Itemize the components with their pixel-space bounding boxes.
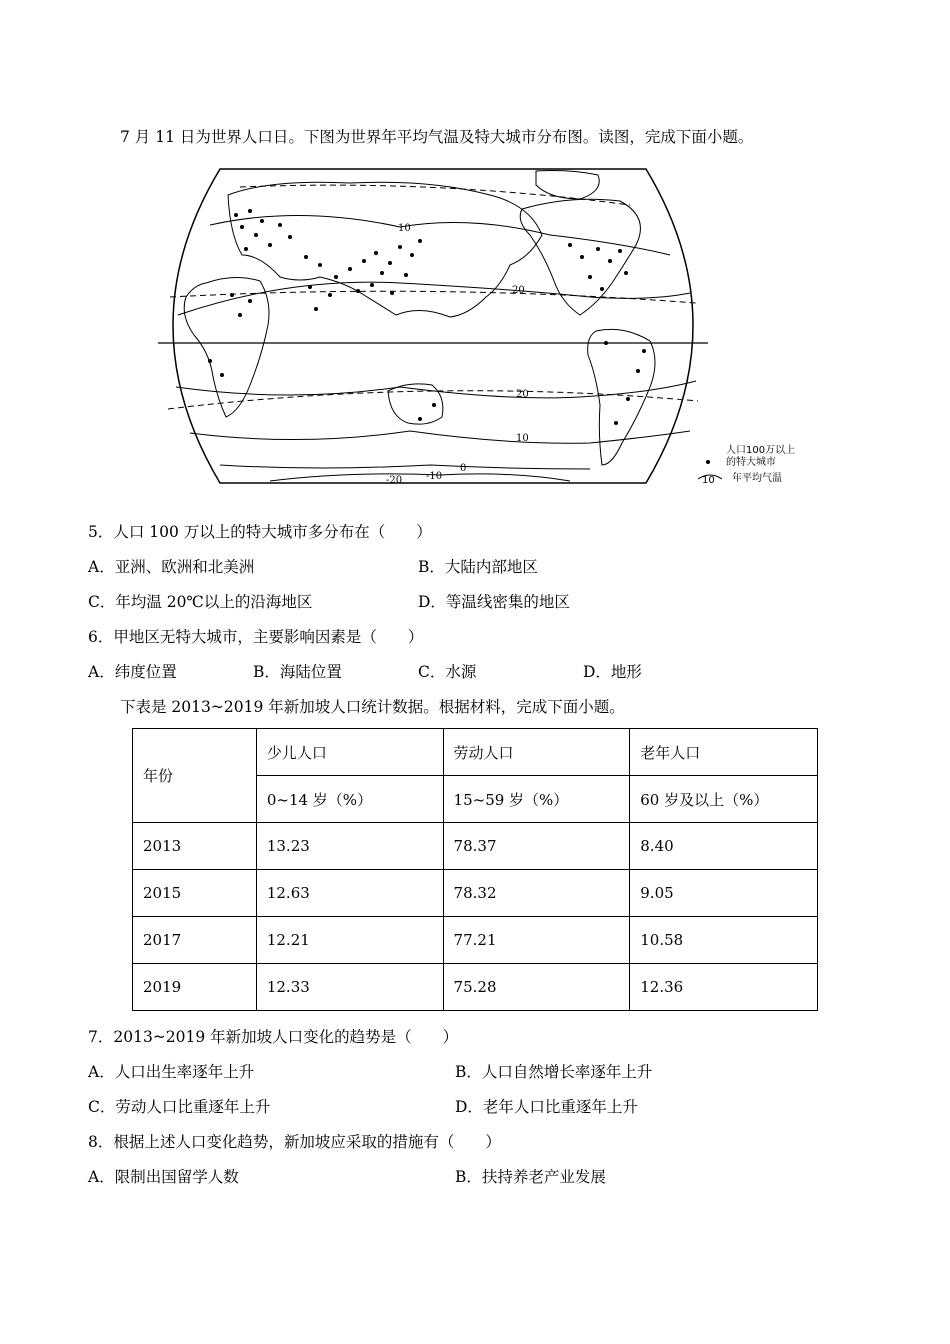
intro-paragraph-2: 下表是 2013~2019 年新加坡人口统计数据。根据材料，完成下面小题。 xyxy=(120,698,625,716)
table-header-children: 少儿人口 xyxy=(256,729,443,776)
map-legend xyxy=(698,443,795,486)
question-7-option-a: A．人口出生率逐年上升 xyxy=(88,1063,255,1081)
question-5-option-c: C．年均温 20℃以上的沿海地区 xyxy=(88,593,313,611)
table-header-row xyxy=(133,729,818,776)
question-7-option-b: B．人口自然增长率逐年上升 xyxy=(455,1063,653,1081)
question-6-option-a: A．纬度位置 xyxy=(88,663,177,681)
question-8-option-a: A．限制出国留学人数 xyxy=(88,1168,239,1186)
table-subheader-elderly: 60 岁及以上（%） xyxy=(630,776,818,823)
svg-text:年平均气温: 年平均气温 xyxy=(732,473,782,484)
table-subheader-children: 0~14 岁（%） xyxy=(256,776,443,823)
question-6-option-d: D．地形 xyxy=(583,663,642,681)
isotherm-label: 10 xyxy=(398,223,411,234)
isotherm-20-north xyxy=(178,282,690,315)
question-5-stem: 5．人口 100 万以上的特大城市多分布在（ ） xyxy=(88,523,432,541)
question-7-option-d: D．老年人口比重逐年上升 xyxy=(455,1098,638,1116)
table-row: 2013 13.23 78.37 8.40 xyxy=(133,823,818,870)
table-row: 2019 12.33 75.28 12.36 xyxy=(133,964,818,1011)
table-header-labor: 劳动人口 xyxy=(443,729,630,776)
question-5-option-d: D．等温线密集的地区 xyxy=(418,593,570,611)
question-8-option-b: B．扶持养老产业发展 xyxy=(455,1168,606,1186)
question-7-option-c: C．劳动人口比重逐年上升 xyxy=(88,1098,271,1116)
intro-paragraph-1: 7 月 11 日为世界人口日。下图为世界年平均气温及特大城市分布图。读图，完成下面小题。 xyxy=(120,128,754,146)
arctic-circle xyxy=(240,185,630,205)
isotherm-label: 20 xyxy=(512,285,525,296)
svg-text:的特大城市: 的特大城市 xyxy=(726,457,776,468)
table-row: 2015 12.63 78.32 9.05 xyxy=(133,870,818,917)
isotherm-0-south xyxy=(220,465,590,469)
africa-outline xyxy=(184,277,269,417)
table-subheader-labor: 15~59 岁（%） xyxy=(443,776,630,823)
question-6-stem: 6．甲地区无特大城市，主要影响因素是（ ） xyxy=(88,628,424,646)
isotherm-label: 0 xyxy=(460,463,467,474)
antarctica-outline xyxy=(270,474,570,481)
table-header-elderly: 老年人口 xyxy=(630,729,818,776)
question-5-option-a: A．亚洲、欧洲和北美洲 xyxy=(88,558,255,576)
question-6-option-b: B．海陆位置 xyxy=(253,663,342,681)
table-row: 2017 12.21 77.21 10.58 xyxy=(133,917,818,964)
isotherm-label: 20 xyxy=(516,389,529,400)
question-7-stem: 7．2013~2019 年新加坡人口变化的趋势是（ ） xyxy=(88,1028,459,1046)
singapore-population-table xyxy=(132,728,818,1011)
isotherm-label: -10 xyxy=(426,471,443,482)
map-frame xyxy=(173,169,693,483)
legend-city-dot xyxy=(706,460,710,464)
table-header-year: 年份 xyxy=(133,729,257,823)
question-5-option-b: B．大陆内部地区 xyxy=(418,558,538,576)
svg-text:人口100万以上: 人口100万以上 xyxy=(726,445,796,456)
isotherm-label: 10 xyxy=(516,433,529,444)
greenland-outline xyxy=(536,171,599,200)
world-temperature-city-map xyxy=(150,165,796,487)
svg-text:10: 10 xyxy=(702,475,715,486)
megacity-dots xyxy=(208,209,646,425)
isotherm-label: -20 xyxy=(386,475,403,486)
isotherm-10-north xyxy=(210,215,670,255)
eurasia-outline xyxy=(228,182,542,317)
question-8-stem: 8．根据上述人口变化趋势，新加坡应采取的措施有（ ） xyxy=(88,1133,501,1151)
isotherm-10-south xyxy=(190,431,690,443)
question-6-option-c: C．水源 xyxy=(418,663,477,681)
